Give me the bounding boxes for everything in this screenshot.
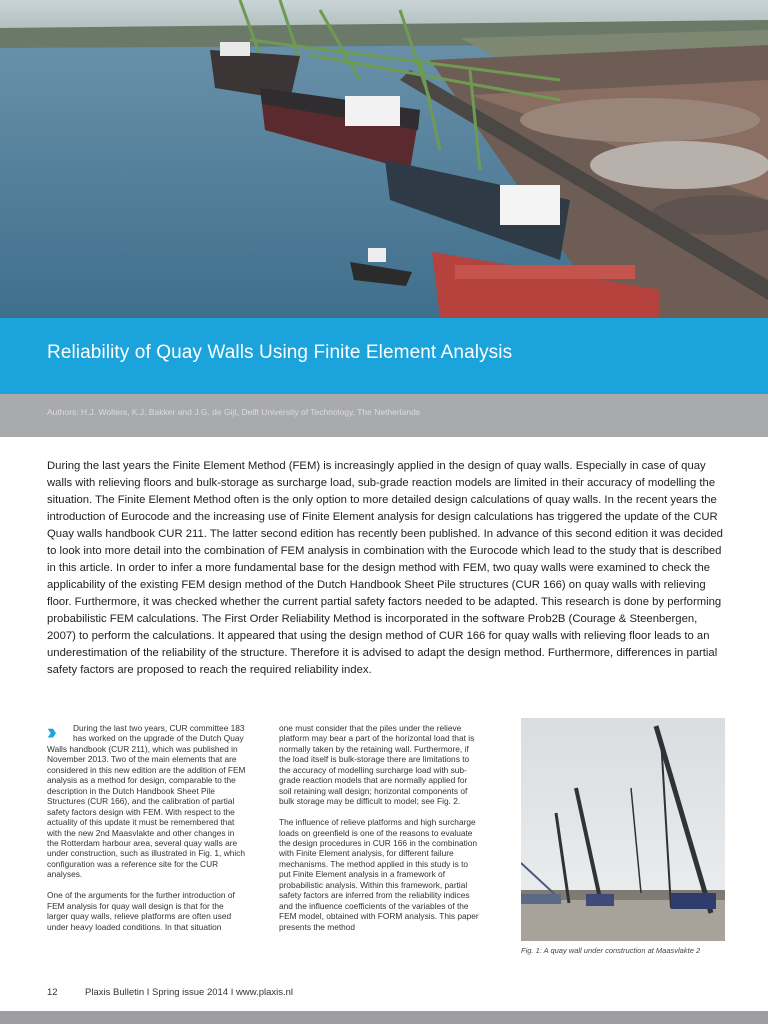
page-footer <box>47 987 293 998</box>
body-paragraph: One of the arguments for the further introduction of FEM analysis for quay wall design is that for the larger quay walls, relieve platforms are often used under heavy loaded conditions. In that situation <box>47 890 235 932</box>
hero-photo <box>0 0 768 318</box>
body-column-2 <box>279 723 479 942</box>
page-number: 12 <box>47 987 58 998</box>
authors-band <box>0 394 768 437</box>
footer-bar <box>0 1011 768 1024</box>
body-paragraph: The influence of relieve platforms and high surcharge loads on greenfield is one of the reasons to evaluate the design procedures in CUR 166 in the combination with Finite Element analysis, for different failure mechanisms. The method applied in this study is to put Finite Element analysis in a framework of probabilistic analysis. Within this framework, partial safety factors are inferred from the reliability indices and the influence coefficients of the variables of the FEM model, obtained with FORM analysis. This paper presents the method <box>279 817 479 932</box>
article-authors: Authors: H.J. Wolters, K.J. Bakker and J.G. de Gijt, Delft University of Technology, The Netherlands <box>47 407 421 417</box>
body-paragraph: one must consider that the piles under the relieve platform may bear a part of the horizontal load that is normally taken by the retaining wall. Furthermore, if the load itself is bulk-storage there are limitations to the accuracy of modelling surcharge load with sub-grade reaction models that are normally applied for soil retaining wall design; horizontal components of bulk storage may be difficult to model; see Fig. 2. <box>279 723 475 807</box>
figure-1-photo <box>521 718 725 941</box>
body-column-1 <box>47 719 247 942</box>
publication-info: Plaxis Bulletin I Spring issue 2014 I www.plaxis.nl <box>85 987 294 998</box>
article-abstract: During the last years the Finite Element Method (FEM) is increasingly applied in the design of quay walls. Especially in case of quay walls with relieving floors and bulk-storage as surcharge load, sub-grade reaction models are limited in their accuracy of modelling the situation. The Finite Element Method often is the only option to more detailed design calculations of quay walls. In the recent years the introduction of Eurocode and the increasing use of Finite Element analysis for design calculations has triggered the update of the CUR Quay walls handbook CUR 211. The latter second edition has recently been published. In advance of this second edition it was decided to look into more detail into the combination of FEM analysis in combination with the Eurocode which lead to the study that is described in this article. In order to infer a more fundamental base for the design method with FEM, two quay walls were examined to check the applicability of the existing FEM design method of the Dutch Handbook Sheet Pile structures (CUR 166) on quay walls with relieving floor. Furthermore, it was checked whether the current partial safety factors needed to be adapted. This research is done by performing probabilistic FEM calculations. The First Order Reliability Method is incorporated in the software Prob2B (Courage & Steenbergen, 2007) to perform the calculations. It appeared that using the design method of CUR 166 for quay walls with relieving floor leads to an underestimation of the reliability of the structure. Therefore it is advised to adapt the design method. Furthermore, differences in partial safety factors are proposed to reach the required reliability index. <box>47 460 723 676</box>
figure-1-caption: Fig. 1: A quay wall under construction at Maasvlakte 2 <box>521 946 701 955</box>
body-paragraph-text: During the last two years, CUR committee 183 has worked on the upgrade of the Dutch Quay Walls handbook (CUR 211), which was published in November 2013. Two of the main elements that are considered in this new edition are the addition of FEM analysis as a method for design, comparable to the description in the Dutch Handbook Sheet Pile Structures (CUR 166), and the calibration of partial safety factors design with FEM. With respect to the actuality of this update it must be remembered that with the new 2nd Maasvlakte and other changes in the Rotterdam harbour area, several quay walls are under construction, such as illustrated in Fig. 1, which configuration was a reference site for the CUR analyses. <box>47 723 246 880</box>
article-title: Reliability of Quay Walls Using Finite Element Analysis <box>47 342 513 363</box>
body-paragraph <box>47 719 247 880</box>
title-band <box>0 318 768 394</box>
double-chevron-right-icon: ›› <box>47 719 52 744</box>
